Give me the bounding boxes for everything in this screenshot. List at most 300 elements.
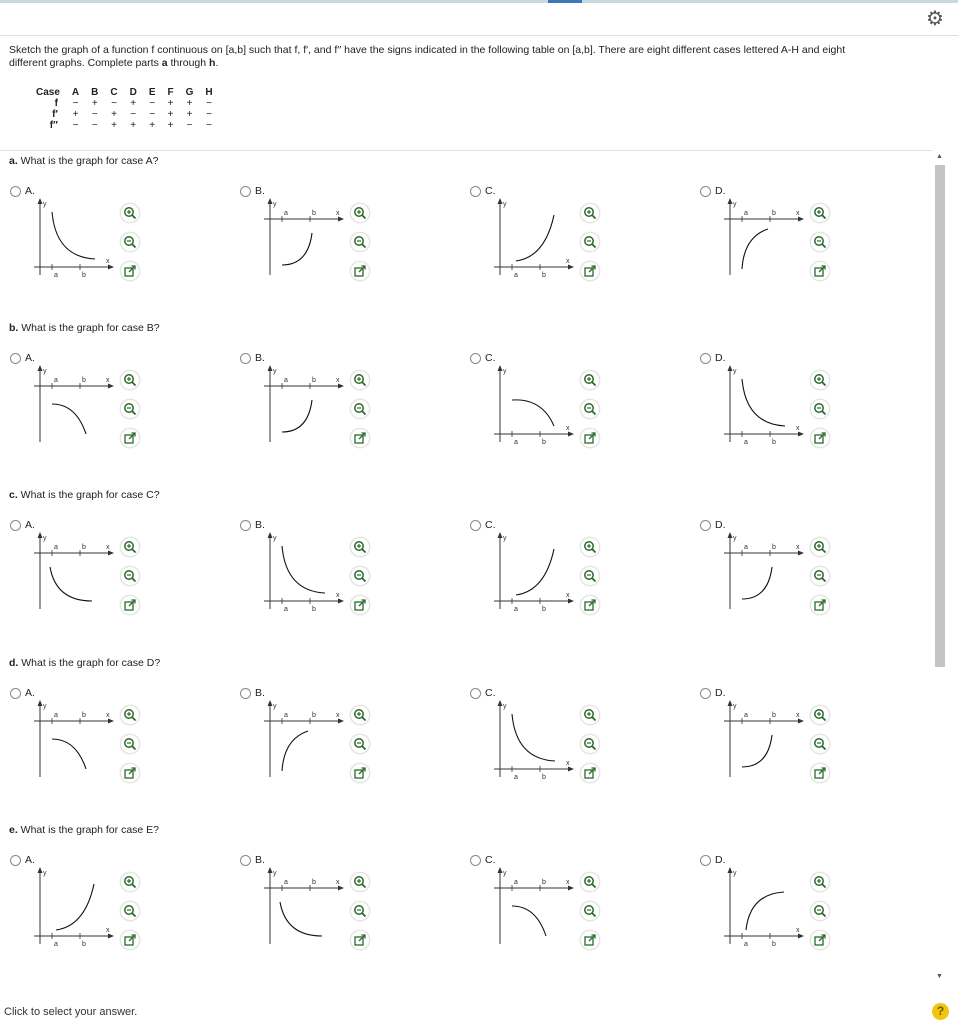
sign-cell: + <box>130 119 137 131</box>
b-label: b <box>772 941 776 948</box>
popout-icon <box>813 431 827 445</box>
popout-icon <box>123 264 137 278</box>
radio-button[interactable] <box>470 520 481 531</box>
b-label: b <box>82 377 86 384</box>
zoom-in-icon <box>813 708 827 722</box>
popout-button[interactable] <box>120 428 140 448</box>
zoom-out-button[interactable] <box>580 399 600 419</box>
x-axis-arrow <box>568 886 574 891</box>
radio-button[interactable] <box>10 186 21 197</box>
top-bar-accent <box>548 0 582 3</box>
zoom-in-button[interactable] <box>810 203 830 223</box>
option-label[interactable]: C. <box>485 185 496 197</box>
popout-button[interactable] <box>120 763 140 783</box>
answer-option[interactable] <box>10 352 230 482</box>
popout-icon <box>583 264 597 278</box>
option-label[interactable]: B. <box>255 519 265 531</box>
question-label: What is the graph for case C? <box>17 489 160 501</box>
zoom-in-button[interactable] <box>580 872 600 892</box>
sign-table-header-cell: G <box>185 86 194 98</box>
zoom-in-icon <box>813 540 827 554</box>
x-axis-label: x <box>796 544 800 551</box>
popout-button[interactable] <box>120 261 140 281</box>
radio-button[interactable] <box>10 353 21 364</box>
popout-button[interactable] <box>350 595 370 615</box>
popout-button[interactable] <box>580 595 600 615</box>
zoom-in-button[interactable] <box>580 537 600 557</box>
answer-option[interactable] <box>240 185 460 315</box>
zoom-in-button[interactable] <box>120 203 140 223</box>
a-label: a <box>284 879 288 886</box>
a-label: a <box>54 544 58 551</box>
question-part <box>0 155 930 322</box>
option-label[interactable]: B. <box>255 185 265 197</box>
zoom-in-button[interactable] <box>810 370 830 390</box>
zoom-out-icon <box>813 569 827 583</box>
y-axis-label: y <box>503 703 507 710</box>
zoom-out-button[interactable] <box>350 901 370 921</box>
x-axis-arrow <box>798 719 804 724</box>
scroll-up-icon[interactable]: ▲ <box>936 153 943 160</box>
popout-button[interactable] <box>120 595 140 615</box>
popout-button[interactable] <box>810 428 830 448</box>
question-part <box>0 322 930 489</box>
question-text <box>9 824 159 836</box>
radio-button[interactable] <box>240 353 251 364</box>
a-label: a <box>514 774 518 781</box>
option-label[interactable]: A. <box>25 185 35 197</box>
zoom-in-button[interactable] <box>350 537 370 557</box>
option-label[interactable]: A. <box>25 854 35 866</box>
y-axis-label: y <box>43 870 47 877</box>
zoom-out-button[interactable] <box>580 232 600 252</box>
radio-button[interactable] <box>10 520 21 531</box>
x-axis-label: x <box>566 592 570 599</box>
zoom-out-icon <box>583 904 597 918</box>
popout-button[interactable] <box>810 930 830 950</box>
zoom-in-button[interactable] <box>350 203 370 223</box>
sign-table-header-cell: B <box>91 86 99 98</box>
a-label: a <box>514 879 518 886</box>
popout-icon <box>123 766 137 780</box>
answer-option[interactable] <box>10 519 230 649</box>
instructions-part-end: h <box>209 56 216 69</box>
x-axis-arrow <box>108 934 114 939</box>
popout-button[interactable] <box>810 595 830 615</box>
zoom-in-icon <box>123 206 137 220</box>
popout-button[interactable] <box>120 930 140 950</box>
option-label[interactable]: C. <box>485 687 496 699</box>
zoom-out-icon <box>353 235 367 249</box>
x-axis-arrow <box>338 886 344 891</box>
x-axis-label: x <box>566 258 570 265</box>
x-axis-label: x <box>796 712 800 719</box>
y-axis-arrow <box>268 532 273 538</box>
radio-button[interactable] <box>240 855 251 866</box>
zoom-out-icon <box>123 235 137 249</box>
answer-option[interactable] <box>700 519 920 649</box>
scrollbar-thumb[interactable] <box>935 165 945 667</box>
y-axis-label: y <box>273 535 277 542</box>
y-axis-arrow <box>38 198 43 204</box>
zoom-in-icon <box>353 875 367 889</box>
zoom-in-button[interactable] <box>350 705 370 725</box>
sign-table-header-cell: A <box>71 86 80 98</box>
question-label: What is the graph for case A? <box>17 155 159 167</box>
x-axis-label: x <box>566 760 570 767</box>
zoom-out-button[interactable] <box>120 734 140 754</box>
radio-button[interactable] <box>700 688 711 699</box>
zoom-in-button[interactable] <box>580 370 600 390</box>
y-axis-label: y <box>733 703 737 710</box>
radio-button[interactable] <box>470 855 481 866</box>
answer-option[interactable] <box>470 185 690 315</box>
answer-option[interactable] <box>700 854 920 984</box>
function-curve <box>512 400 554 426</box>
zoom-out-button[interactable] <box>580 901 600 921</box>
radio-button[interactable] <box>240 186 251 197</box>
zoom-out-button[interactable] <box>350 566 370 586</box>
y-axis-arrow <box>268 867 273 873</box>
zoom-out-button[interactable] <box>810 399 830 419</box>
function-curve <box>742 567 772 599</box>
question-text <box>9 155 158 167</box>
radio-button[interactable] <box>470 353 481 364</box>
x-axis-arrow <box>798 934 804 939</box>
x-axis-arrow <box>108 551 114 556</box>
instructions-line2: different graphs. Complete parts <box>9 56 162 69</box>
y-axis-label: y <box>733 870 737 877</box>
a-label: a <box>284 712 288 719</box>
x-axis-label: x <box>336 377 340 384</box>
popout-button[interactable] <box>350 930 370 950</box>
zoom-out-icon <box>353 569 367 583</box>
help-icon[interactable]: ? <box>932 1003 949 1020</box>
option-label[interactable]: D. <box>715 352 726 364</box>
function-curve <box>52 404 86 434</box>
zoom-in-icon <box>353 540 367 554</box>
sign-table-header-cell: H <box>205 86 213 98</box>
zoom-out-button[interactable] <box>810 734 830 754</box>
sign-cell: − <box>130 108 137 120</box>
a-label: a <box>54 712 58 719</box>
radio-button[interactable] <box>10 855 21 866</box>
sign-cell: − <box>186 119 193 131</box>
zoom-in-button[interactable] <box>580 705 600 725</box>
zoom-out-icon <box>123 737 137 751</box>
y-axis-label: y <box>273 368 277 375</box>
zoom-in-icon <box>583 540 597 554</box>
radio-button[interactable] <box>700 855 711 866</box>
option-label[interactable]: D. <box>715 519 726 531</box>
zoom-in-icon <box>353 206 367 220</box>
b-label: b <box>82 712 86 719</box>
y-axis-label: y <box>733 535 737 542</box>
a-label: a <box>514 439 518 446</box>
zoom-out-button[interactable] <box>350 399 370 419</box>
a-label: a <box>744 439 748 446</box>
y-axis-label: y <box>43 535 47 542</box>
y-axis-label: y <box>273 703 277 710</box>
zoom-in-icon <box>583 875 597 889</box>
zoom-out-button[interactable] <box>120 399 140 419</box>
graph-thumbnail <box>30 531 120 613</box>
zoom-in-button[interactable] <box>120 872 140 892</box>
radio-button[interactable] <box>470 688 481 699</box>
y-axis-label: y <box>43 201 47 208</box>
zoom-out-icon <box>353 402 367 416</box>
y-axis-arrow <box>268 700 273 706</box>
popout-icon <box>813 933 827 947</box>
sign-table-row-label: f′′ <box>49 119 58 131</box>
a-label: a <box>744 210 748 217</box>
x-axis-label: x <box>336 592 340 599</box>
popout-button[interactable] <box>810 763 830 783</box>
zoom-in-button[interactable] <box>120 370 140 390</box>
option-label[interactable]: D. <box>715 185 726 197</box>
popout-button[interactable] <box>580 428 600 448</box>
answer-option[interactable] <box>10 185 230 315</box>
answer-option[interactable] <box>700 352 920 482</box>
popout-button[interactable] <box>580 763 600 783</box>
function-curve <box>512 714 555 761</box>
zoom-in-icon <box>583 373 597 387</box>
radio-button[interactable] <box>700 520 711 531</box>
b-label: b <box>312 879 316 886</box>
option-label[interactable]: C. <box>485 352 496 364</box>
zoom-in-icon <box>583 206 597 220</box>
radio-button[interactable] <box>700 353 711 364</box>
function-curve <box>50 567 92 601</box>
sign-cell: + <box>186 97 193 109</box>
zoom-in-button[interactable] <box>120 537 140 557</box>
popout-button[interactable] <box>350 428 370 448</box>
graph-thumbnail <box>260 531 350 613</box>
graph-thumbnail <box>30 364 120 446</box>
sign-table-row-f <box>30 98 219 109</box>
b-label: b <box>542 879 546 886</box>
sign-cell: − <box>206 108 212 120</box>
x-axis-label: x <box>796 425 800 432</box>
graph-thumbnail <box>490 531 580 613</box>
sign-cell: − <box>149 108 156 120</box>
zoom-in-button[interactable] <box>350 370 370 390</box>
radio-button[interactable] <box>470 186 481 197</box>
b-label: b <box>772 439 776 446</box>
zoom-out-button[interactable] <box>810 901 830 921</box>
option-label[interactable]: B. <box>255 352 265 364</box>
y-axis-arrow <box>728 365 733 371</box>
zoom-in-button[interactable] <box>580 203 600 223</box>
zoom-in-button[interactable] <box>810 537 830 557</box>
question-label: What is the graph for case D? <box>18 657 161 669</box>
answer-option[interactable] <box>240 854 460 984</box>
function-curve <box>282 731 308 771</box>
answer-option[interactable] <box>470 352 690 482</box>
footer-hint: Click to select your answer. <box>4 1006 138 1018</box>
zoom-out-icon <box>583 569 597 583</box>
answer-option[interactable] <box>240 352 460 482</box>
y-axis-arrow <box>38 365 43 371</box>
a-label: a <box>54 272 58 279</box>
answer-option[interactable] <box>240 519 460 649</box>
option-label[interactable]: C. <box>485 519 496 531</box>
zoom-in-icon <box>123 875 137 889</box>
popout-button[interactable] <box>580 930 600 950</box>
x-axis-arrow <box>338 384 344 389</box>
zoom-in-button[interactable] <box>810 872 830 892</box>
answer-option[interactable] <box>470 519 690 649</box>
sign-cell: + <box>167 108 174 120</box>
popout-icon <box>583 598 597 612</box>
radio-button[interactable] <box>700 186 711 197</box>
question-letter: e. <box>9 824 18 836</box>
zoom-out-icon <box>583 402 597 416</box>
zoom-out-button[interactable] <box>350 734 370 754</box>
popout-button[interactable] <box>350 763 370 783</box>
zoom-out-button[interactable] <box>580 566 600 586</box>
graph-thumbnail <box>720 866 810 948</box>
question-label: What is the graph for case B? <box>18 322 160 334</box>
graph-thumbnail <box>720 531 810 613</box>
popout-icon <box>123 933 137 947</box>
popout-icon <box>353 598 367 612</box>
zoom-in-button[interactable] <box>120 705 140 725</box>
sign-cell: + <box>72 108 79 120</box>
zoom-in-icon <box>353 708 367 722</box>
option-label[interactable]: A. <box>25 352 35 364</box>
sign-cell: − <box>91 119 98 131</box>
y-axis-arrow <box>728 700 733 706</box>
top-bar <box>0 0 958 3</box>
b-label: b <box>772 544 776 551</box>
question-label: What is the graph for case E? <box>17 824 160 836</box>
zoom-in-button[interactable] <box>810 705 830 725</box>
a-label: a <box>54 377 58 384</box>
y-axis-label: y <box>733 368 737 375</box>
zoom-out-button[interactable] <box>120 901 140 921</box>
popout-icon <box>813 766 827 780</box>
section-divider <box>0 150 932 151</box>
zoom-out-button[interactable] <box>580 734 600 754</box>
answer-option[interactable] <box>470 854 690 984</box>
sign-table-header-cell: D <box>129 86 137 98</box>
radio-button[interactable] <box>240 688 251 699</box>
popout-icon <box>583 431 597 445</box>
option-label[interactable]: A. <box>25 519 35 531</box>
answer-option[interactable] <box>700 687 920 817</box>
question-text <box>9 489 160 501</box>
radio-button[interactable] <box>10 688 21 699</box>
graph-thumbnail <box>490 197 580 279</box>
a-label: a <box>284 210 288 217</box>
x-axis-label: x <box>106 927 110 934</box>
graph-thumbnail <box>490 699 580 781</box>
question-text <box>9 322 160 334</box>
popout-icon <box>813 598 827 612</box>
option-label[interactable]: C. <box>485 854 496 866</box>
zoom-out-button[interactable] <box>810 232 830 252</box>
option-label[interactable]: A. <box>25 687 35 699</box>
function-curve <box>746 892 784 930</box>
zoom-out-button[interactable] <box>350 232 370 252</box>
radio-button[interactable] <box>240 520 251 531</box>
y-axis-arrow <box>728 867 733 873</box>
sign-cell: + <box>167 119 174 131</box>
y-axis-arrow <box>38 867 43 873</box>
b-label: b <box>82 544 86 551</box>
x-axis-label: x <box>796 927 800 934</box>
sign-cell: − <box>206 97 212 109</box>
question-part <box>0 824 930 991</box>
x-axis-label: x <box>106 258 110 265</box>
option-label[interactable]: D. <box>715 854 726 866</box>
answer-option[interactable] <box>240 687 460 817</box>
b-label: b <box>542 439 546 446</box>
b-label: b <box>312 712 316 719</box>
option-label[interactable]: B. <box>255 854 265 866</box>
scroll-down-icon[interactable]: ▼ <box>936 973 943 980</box>
a-label: a <box>54 941 58 948</box>
zoom-out-button[interactable] <box>120 566 140 586</box>
popout-button[interactable] <box>580 261 600 281</box>
function-curve <box>52 212 95 259</box>
answer-option[interactable] <box>10 687 230 817</box>
zoom-in-icon <box>813 373 827 387</box>
graph-thumbnail <box>260 364 350 446</box>
sign-cell: + <box>149 119 156 131</box>
a-label: a <box>744 941 748 948</box>
zoom-out-icon <box>123 904 137 918</box>
sign-table-header <box>30 87 219 98</box>
option-label[interactable]: D. <box>715 687 726 699</box>
y-axis-arrow <box>38 700 43 706</box>
question-letter: c. <box>9 489 18 501</box>
popout-icon <box>123 431 137 445</box>
y-axis-label: y <box>273 201 277 208</box>
sign-cell: + <box>130 97 137 109</box>
popout-button[interactable] <box>810 261 830 281</box>
x-axis-label: x <box>106 377 110 384</box>
zoom-out-button[interactable] <box>120 232 140 252</box>
sign-table-header-cell: C <box>110 86 118 98</box>
popout-icon <box>583 933 597 947</box>
b-label: b <box>772 210 776 217</box>
zoom-out-icon <box>583 235 597 249</box>
y-axis-arrow <box>498 700 503 706</box>
x-axis-arrow <box>568 767 574 772</box>
question-letter: b. <box>9 322 19 334</box>
y-axis-arrow <box>728 198 733 204</box>
scrollbar[interactable] <box>934 153 946 983</box>
answer-option[interactable] <box>470 687 690 817</box>
y-axis-arrow <box>498 532 503 538</box>
y-axis-label: y <box>503 201 507 208</box>
option-label[interactable]: B. <box>255 687 265 699</box>
x-axis-arrow <box>108 719 114 724</box>
gear-icon[interactable]: ⚙ <box>926 8 944 30</box>
x-axis-label: x <box>566 879 570 886</box>
zoom-in-button[interactable] <box>350 872 370 892</box>
answer-option[interactable] <box>700 185 920 315</box>
zoom-out-button[interactable] <box>810 566 830 586</box>
question-text <box>9 657 160 669</box>
popout-icon <box>813 264 827 278</box>
answer-option[interactable] <box>10 854 230 984</box>
b-label: b <box>772 712 776 719</box>
function-curve <box>516 215 554 261</box>
popout-button[interactable] <box>350 261 370 281</box>
